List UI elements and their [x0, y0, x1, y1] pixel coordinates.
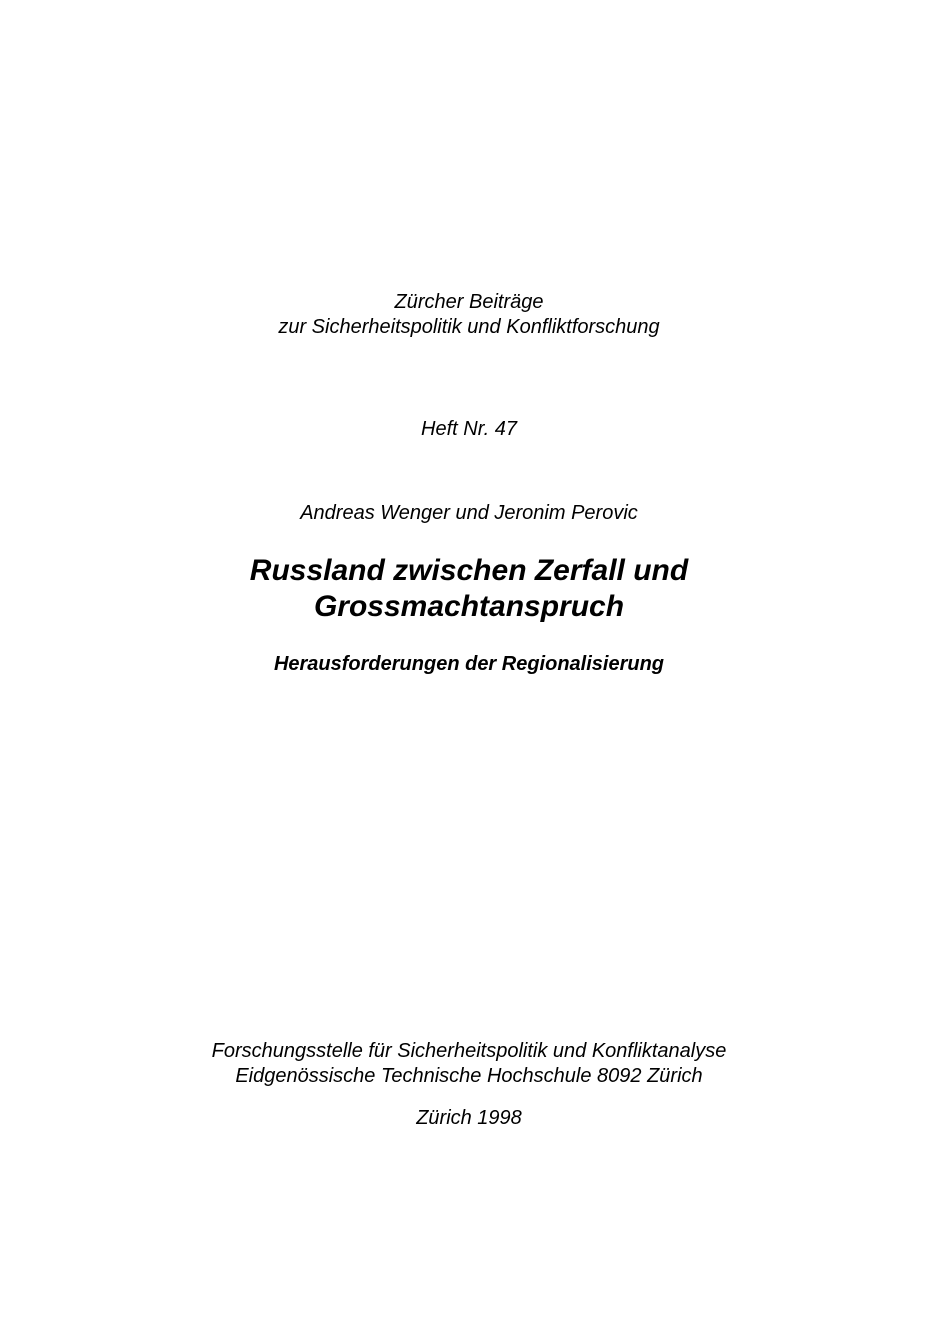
- document-subtitle: Herausforderungen der Regionalisierung: [273, 653, 665, 675]
- series-title-line-2: zur Sicherheitspolitik und Konfliktforschung: [278, 316, 660, 338]
- institution-line-2: Eidgenössische Technische Hochschule 8092 Zürich: [235, 1065, 703, 1087]
- series-title-line-1: Zürcher Beiträge: [394, 291, 544, 313]
- document-title-line-2: Grossmachtanspruch: [313, 590, 625, 623]
- document-title-line-1: Russland zwischen Zerfall und: [249, 554, 689, 587]
- authors: Andreas Wenger und Jeronim Perovic: [300, 502, 638, 524]
- institution-line-1: Forschungsstelle für Sicherheitspolitik und Konfliktanalyse: [211, 1040, 727, 1062]
- issue-number: Heft Nr. 47: [421, 418, 517, 440]
- place-and-date: Zürich 1998: [416, 1107, 522, 1129]
